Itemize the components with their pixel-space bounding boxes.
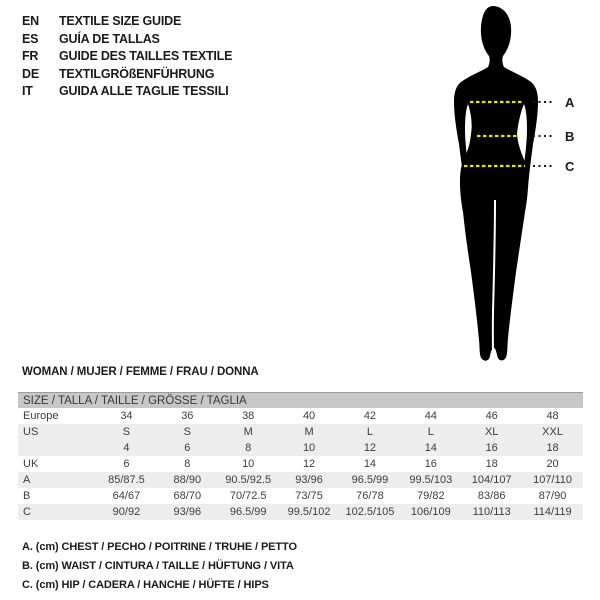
row-label: B [23, 490, 31, 502]
size-cell: 96.5/99 [351, 474, 389, 486]
size-cell: 93/96 [295, 474, 323, 486]
row-label: US [23, 426, 39, 438]
size-cell: 102.5/105 [345, 506, 395, 518]
size-cell: 14 [363, 458, 377, 470]
size-cell: 16 [485, 442, 498, 454]
language-code: IT [22, 84, 33, 98]
size-cell: 93/96 [173, 506, 202, 518]
size-cell: S [122, 426, 131, 438]
size-cell: 90/92 [112, 506, 141, 518]
size-cell: M [304, 426, 314, 438]
size-cell: L [366, 426, 373, 438]
size-cell: 40 [302, 410, 316, 422]
section-title: WOMAN / MUJER / FEMME / FRAU / DONNA [22, 366, 259, 378]
measurement-legend [22, 538, 297, 595]
size-cell: 4 [123, 442, 130, 454]
size-cell: 34 [120, 410, 133, 422]
table-row [18, 472, 583, 488]
size-cell: S [183, 426, 191, 438]
size-cell: L [427, 426, 434, 438]
language-code: DE [22, 66, 39, 81]
size-cell: 18 [485, 458, 498, 470]
table-row [18, 408, 583, 424]
size-cell: 70/72.5 [229, 490, 267, 502]
size-table [18, 392, 583, 520]
row-label: C [23, 506, 31, 518]
size-cell: 114/119 [533, 506, 572, 518]
size-cell: 8 [245, 442, 252, 454]
language-row [22, 13, 232, 31]
size-cell: 90.5/92.5 [225, 474, 272, 486]
language-row [22, 48, 232, 66]
language-label: TEXTILGRÖßENFÜHRUNG [59, 66, 215, 81]
size-cell: 16 [424, 458, 437, 470]
row-label: Europe [23, 410, 59, 422]
legend-line: B. (cm) WAIST / CINTURA / TAILLE / HÜFTUNG / VITA [22, 560, 294, 572]
size-cell: 79/82 [417, 490, 445, 502]
size-cell: 110/113 [472, 506, 511, 518]
size-cell: 87/90 [538, 490, 567, 502]
table-row [18, 456, 583, 472]
size-cell: 76/78 [356, 490, 384, 502]
table-header: SIZE / TALLA / TAILLE / GRÖSSE / TAGLIA [18, 392, 583, 408]
language-label: GUÍA DE TALLAS [59, 31, 160, 46]
size-cell: XXL [542, 426, 563, 438]
row-label: UK [23, 458, 39, 470]
size-cell: 99.5/103 [409, 474, 453, 486]
size-cell: 99.5/102 [287, 506, 331, 518]
table-row [18, 440, 583, 456]
legend-line: C. (cm) HIP / CADERA / HANCHE / HÜFTE / HIPS [22, 579, 269, 591]
size-cell: 12 [363, 442, 377, 454]
size-cell: 8 [184, 458, 191, 470]
size-cell: 73/75 [295, 490, 323, 502]
size-cell: 42 [363, 410, 377, 422]
size-cell: 6 [123, 458, 130, 470]
language-label: GUIDA ALLE TAGLIE TESSILI [59, 84, 229, 98]
language-code: ES [22, 31, 39, 46]
size-cell: 106/109 [410, 506, 451, 518]
size-cell: 46 [485, 410, 498, 422]
row-label: A [23, 474, 31, 486]
size-cell: 20 [546, 458, 559, 470]
size-cell: 10 [302, 442, 316, 454]
size-cell: 64/67 [112, 490, 141, 502]
table-row [18, 504, 583, 520]
size-cell: 12 [302, 458, 316, 470]
language-label: GUIDE DES TAILLES TEXTILE [59, 49, 233, 63]
size-cell: 104/107 [471, 474, 512, 486]
language-row [22, 31, 232, 49]
size-cell: 18 [546, 442, 559, 454]
size-cell: 88/90 [173, 474, 202, 486]
hip-label: C [565, 159, 575, 174]
size-cell: 48 [546, 410, 559, 422]
language-row [22, 83, 232, 101]
size-cell: 10 [242, 458, 255, 470]
size-cell: 68/70 [173, 490, 202, 502]
size-cell: 107/110 [533, 474, 573, 486]
table-row [18, 424, 583, 440]
size-cell: M [243, 426, 253, 438]
table-row [18, 488, 583, 504]
size-cell: 85/87.5 [108, 474, 145, 486]
size-cell: 14 [424, 442, 437, 454]
language-list [22, 13, 232, 101]
size-cell: 44 [424, 410, 437, 422]
size-cell: 96.5/99 [229, 506, 267, 518]
woman-silhouette [454, 6, 538, 361]
language-label: TEXTILE SIZE GUIDE [59, 14, 182, 28]
language-code: FR [22, 49, 39, 63]
size-cell: 38 [242, 410, 255, 422]
size-cell: 36 [181, 410, 194, 422]
size-cell: XL [484, 426, 499, 438]
row-label [18, 440, 96, 456]
language-code: EN [22, 14, 39, 28]
chest-label: A [565, 95, 575, 110]
table-body [18, 408, 583, 520]
woman-silhouette-graphic [440, 0, 600, 370]
language-row [22, 66, 232, 84]
size-cell: 83/86 [477, 490, 506, 502]
legend-line: A. (cm) CHEST / PECHO / POITRINE / TRUHE / PETTO [22, 541, 297, 553]
measurement-figure [440, 0, 600, 370]
waist-label: B [565, 129, 575, 144]
size-cell: 6 [184, 442, 191, 454]
